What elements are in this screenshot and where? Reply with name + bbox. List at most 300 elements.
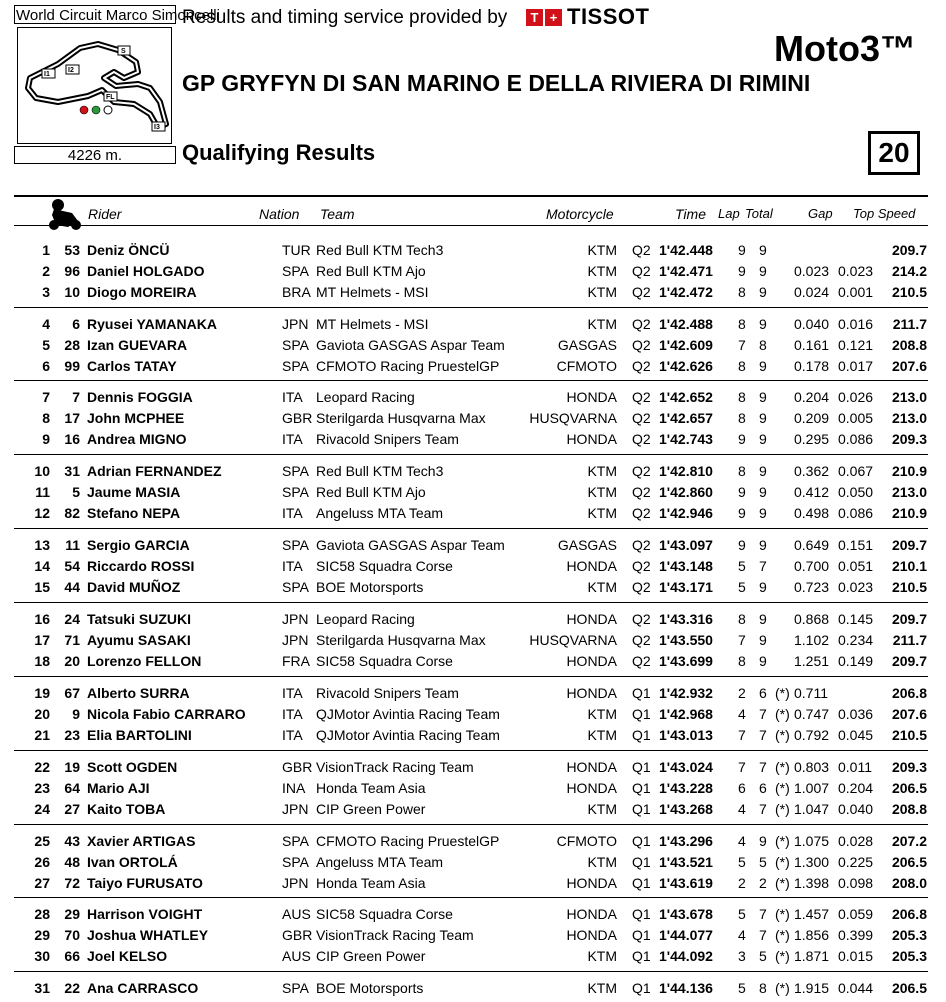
rider-position: 21 — [34, 727, 50, 744]
header-bottom-rule — [14, 225, 928, 226]
rider-team: MT Helmets - MSI — [316, 316, 429, 332]
qualifying-session: Q1 — [632, 780, 651, 797]
rider-number: 16 — [64, 431, 80, 448]
gap-to-previous: 0.001 — [838, 284, 874, 301]
table-row — [0, 535, 946, 556]
rider-number: 5 — [72, 484, 80, 501]
rider-position: 2 — [42, 263, 50, 280]
group-separator — [14, 528, 928, 529]
rider-number: 64 — [64, 780, 80, 797]
circuit-name: World Circuit Marco Simoncelli — [16, 7, 220, 24]
rider-team: Rivacold Snipers Team — [316, 431, 459, 448]
top-speed: 210.9 — [891, 505, 927, 522]
gap-to-first: 0.204 — [794, 389, 830, 405]
tissot-mark-icon: T — [526, 9, 543, 26]
rider-name: Diogo MOREIRA — [87, 284, 197, 301]
group-separator — [14, 676, 928, 677]
rider-nation: ITA — [282, 685, 303, 701]
gap-to-first: 0.700 — [794, 558, 830, 575]
rider-nation: GBR — [282, 759, 313, 775]
total-laps: 9 — [759, 484, 767, 501]
gap-to-first: 1.856 — [794, 927, 830, 944]
table-row — [0, 799, 946, 820]
rider-number: 43 — [64, 833, 80, 849]
rider-name: Adrian FERNANDEZ — [87, 463, 222, 479]
rider-team: Honda Team Asia — [316, 780, 426, 797]
table-row — [0, 725, 946, 746]
rider-number: 7 — [72, 389, 80, 405]
rider-team: Red Bull KTM Tech3 — [316, 463, 444, 479]
qualifying-session: Q1 — [632, 801, 651, 818]
rider-team: MT Helmets - MSI — [316, 284, 429, 301]
qualifying-session: Q1 — [632, 727, 651, 744]
rider-motorcycle: HONDA — [566, 906, 617, 922]
rider-number: 31 — [64, 463, 80, 479]
total-laps: 5 — [759, 854, 767, 871]
gap-marker: (*) — [775, 706, 790, 723]
rider-team: CIP Green Power — [316, 801, 426, 818]
rider-number: 67 — [64, 685, 80, 701]
total-laps: 9 — [759, 632, 767, 649]
rider-name: Izan GUEVARA — [87, 337, 188, 354]
gap-marker: (*) — [775, 906, 790, 922]
top-speed: 213.0 — [891, 410, 927, 427]
rider-number: 10 — [64, 284, 80, 301]
table-row — [0, 683, 946, 704]
gap-to-previous: 0.059 — [838, 906, 874, 922]
rider-nation: SPA — [282, 980, 309, 996]
col-rider: Rider — [88, 206, 122, 222]
table-row — [0, 946, 946, 967]
lap-time: 1'43.678 — [659, 906, 713, 922]
rider-motorcycle: HONDA — [566, 431, 617, 448]
rider-team: Angeluss MTA Team — [316, 505, 444, 522]
checkered-flag-icon — [104, 106, 112, 114]
best-lap-number: 8 — [738, 410, 746, 427]
rider-name: Alberto SURRA — [87, 685, 190, 701]
rider-name: Elia BARTOLINI — [87, 727, 192, 744]
gap-marker: (*) — [775, 927, 790, 944]
rider-number: 19 — [64, 759, 80, 775]
table-row — [0, 387, 946, 408]
col-time: Time — [675, 206, 706, 222]
best-lap-number: 9 — [738, 263, 746, 280]
best-lap-number: 8 — [738, 389, 746, 405]
lap-time: 1'43.521 — [659, 854, 713, 871]
rider-motorcycle: HUSQVARNA — [529, 632, 617, 649]
table-row — [0, 630, 946, 651]
table-row — [0, 503, 946, 524]
top-speed: 210.9 — [891, 463, 927, 479]
green-light-icon — [92, 106, 100, 114]
rider-motorcycle: KTM — [587, 706, 617, 723]
total-laps: 7 — [759, 906, 767, 922]
lap-time: 1'42.968 — [659, 706, 713, 723]
rider-name: Jaume MASIA — [87, 484, 181, 501]
total-laps: 9 — [759, 579, 767, 596]
rider-number: 72 — [64, 875, 80, 892]
rider-nation: ITA — [282, 431, 303, 448]
rider-position: 5 — [42, 337, 50, 354]
total-laps: 7 — [759, 727, 767, 744]
top-speed: 210.1 — [891, 558, 927, 575]
best-lap-number: 3 — [738, 948, 746, 965]
table-row — [0, 408, 946, 429]
rider-name: Andrea MIGNO — [87, 431, 187, 448]
gap-to-first: 1.007 — [794, 780, 830, 797]
top-speed: 206.8 — [891, 906, 927, 922]
qualifying-session: Q2 — [632, 611, 651, 627]
rider-motorcycle: KTM — [587, 263, 617, 280]
rider-number: 96 — [64, 263, 80, 280]
map-label-i1: I1 — [44, 71, 50, 78]
rider-team: Angeluss MTA Team — [316, 854, 444, 871]
total-laps: 2 — [759, 875, 767, 892]
gap-to-first: 1.300 — [794, 854, 830, 871]
rider-number: 28 — [64, 337, 80, 354]
rider-position: 31 — [34, 980, 50, 996]
lap-time: 1'43.316 — [659, 611, 713, 627]
top-speed: 209.7 — [891, 537, 927, 553]
best-lap-number: 8 — [738, 358, 746, 375]
rider-position: 27 — [34, 875, 50, 892]
qualifying-session: Q2 — [632, 463, 651, 479]
rider-motorcycle: KTM — [587, 727, 617, 744]
group-separator — [14, 602, 928, 603]
rider-team: BOE Motorsports — [316, 579, 424, 596]
rider-nation: AUS — [282, 948, 311, 965]
lap-time: 1'42.810 — [659, 463, 713, 479]
rider-position: 20 — [34, 706, 50, 723]
rider-motorcycle: HUSQVARNA — [529, 410, 617, 427]
group-separator — [14, 454, 928, 455]
best-lap-number: 4 — [738, 833, 746, 849]
best-lap-number: 8 — [738, 284, 746, 301]
rider-number: 66 — [64, 948, 80, 965]
header-top-rule — [14, 195, 928, 197]
table-row — [0, 577, 946, 598]
rider-number: 82 — [64, 505, 80, 522]
total-laps: 9 — [759, 316, 767, 332]
qualifying-session: Q1 — [632, 706, 651, 723]
rider-nation: ITA — [282, 505, 303, 522]
top-speed: 205.3 — [891, 948, 927, 965]
rider-nation: FRA — [282, 653, 310, 670]
rider-nation: SPA — [282, 263, 309, 280]
rider-team: SIC58 Squadra Corse — [316, 906, 453, 922]
gap-to-first: 0.023 — [794, 263, 830, 280]
rider-name: Stefano NEPA — [87, 505, 181, 522]
event-title: GP GRYFYN DI SAN MARINO E DELLA RIVIERA DI RIMINI — [182, 70, 811, 96]
total-laps: 6 — [759, 685, 767, 701]
rider-position: 22 — [34, 759, 50, 775]
rider-position: 7 — [42, 389, 50, 405]
lap-time: 1'42.657 — [659, 410, 713, 427]
gap-to-previous: 0.151 — [838, 537, 874, 553]
gap-to-previous: 0.011 — [838, 759, 872, 775]
qualifying-session: Q1 — [632, 906, 651, 922]
rider-team: CFMOTO Racing PruestelGP — [316, 833, 500, 849]
rider-nation: SPA — [282, 337, 309, 354]
top-speed: 206.5 — [891, 780, 927, 797]
gap-to-first: 0.178 — [794, 358, 830, 375]
rider-name: John MCPHEE — [87, 410, 185, 427]
sponsor-name: TISSOT — [567, 4, 650, 29]
total-laps: 7 — [759, 801, 767, 818]
rider-name: Taiyo FURUSATO — [87, 875, 203, 892]
map-label-i2: I2 — [68, 67, 74, 74]
qualifying-session: Q2 — [632, 316, 651, 332]
rider-name: Carlos TATAY — [87, 358, 177, 375]
total-laps: 9 — [759, 537, 767, 553]
best-lap-number: 5 — [738, 558, 746, 575]
gap-to-first: 1.047 — [794, 801, 830, 818]
qualifying-session: Q2 — [632, 410, 651, 427]
best-lap-number: 2 — [738, 875, 746, 892]
rider-motorcycle: KTM — [587, 579, 617, 596]
rider-motorcycle: KTM — [587, 463, 617, 479]
top-speed: 211.7 — [892, 632, 927, 649]
rider-position: 8 — [42, 410, 50, 427]
rider-name: Mario AJI — [87, 780, 150, 797]
class-title: Moto3™ — [774, 28, 916, 69]
gap-to-previous: 0.005 — [838, 410, 874, 427]
gap-to-previous: 0.023 — [838, 263, 874, 280]
rider-team: Gaviota GASGAS Aspar Team — [316, 537, 505, 553]
qualifying-session: Q2 — [632, 537, 651, 553]
gap-to-previous: 0.086 — [838, 505, 874, 522]
rider-nation: ITA — [282, 389, 303, 405]
qualifying-session: Q2 — [632, 263, 651, 280]
rider-motorcycle: HONDA — [566, 780, 617, 797]
top-speed: 205.3 — [891, 927, 927, 944]
rider-team: QJMotor Avintia Racing Team — [316, 727, 500, 744]
rider-nation: JPN — [282, 316, 309, 332]
table-row — [0, 461, 946, 482]
rider-nation: GBR — [282, 410, 313, 427]
gap-to-first: 0.868 — [794, 611, 830, 627]
circuit-length: 4226 m. — [14, 146, 176, 164]
lap-time: 1'43.268 — [659, 801, 713, 818]
rider-team: SIC58 Squadra Corse — [316, 558, 453, 575]
rider-motorcycle: KTM — [587, 284, 617, 301]
gap-to-first: 1.398 — [794, 875, 830, 892]
gap-to-previous: 0.149 — [838, 653, 874, 670]
rider-position: 28 — [34, 906, 50, 922]
rider-name: Ayumu SASAKI — [87, 632, 191, 649]
rider-nation: SPA — [282, 833, 309, 849]
rider-number: 29 — [64, 906, 80, 922]
rider-nation: SPA — [282, 484, 309, 501]
lap-time: 1'43.148 — [659, 558, 713, 575]
rider-position: 3 — [42, 284, 50, 301]
rider-name: Deniz ÖNCÜ — [87, 242, 170, 258]
best-lap-number: 9 — [738, 537, 746, 553]
gap-to-first: 1.915 — [794, 980, 830, 996]
rider-motorcycle: KTM — [587, 801, 617, 818]
top-speed: 210.5 — [891, 284, 927, 301]
gap-to-previous: 0.023 — [838, 579, 874, 596]
rider-nation: SPA — [282, 854, 309, 871]
rider-motorcycle: HONDA — [566, 653, 617, 670]
tissot-logo — [526, 5, 649, 29]
rider-number: 20 — [64, 653, 80, 670]
total-laps: 7 — [759, 759, 767, 775]
best-lap-number: 7 — [738, 632, 746, 649]
rider-number: 70 — [64, 927, 80, 944]
gap-to-first: 1.251 — [794, 653, 830, 670]
total-laps: 9 — [759, 611, 767, 627]
table-row — [0, 904, 946, 925]
gap-to-first: 0.209 — [794, 410, 830, 427]
rider-name: Sergio GARCIA — [87, 537, 190, 553]
rider-team: QJMotor Avintia Racing Team — [316, 706, 500, 723]
table-row — [0, 429, 946, 450]
map-label-fl: FL — [106, 94, 115, 101]
best-lap-number: 8 — [738, 463, 746, 479]
gap-to-previous: 0.050 — [838, 484, 874, 501]
top-speed: 210.5 — [891, 579, 927, 596]
qualifying-session: Q1 — [632, 980, 651, 996]
rider-team: Sterilgarda Husqvarna Max — [316, 632, 486, 649]
group-separator — [14, 380, 928, 381]
gap-to-first: 0.024 — [794, 284, 830, 301]
rider-position: 18 — [34, 653, 50, 670]
rider-position: 13 — [34, 537, 50, 553]
rider-position: 15 — [34, 579, 50, 596]
round-number: 20 — [868, 131, 920, 175]
gap-marker: (*) — [775, 801, 790, 818]
best-lap-number: 5 — [738, 579, 746, 596]
total-laps: 9 — [759, 653, 767, 670]
gap-to-first: 0.412 — [794, 484, 830, 501]
top-speed: 209.3 — [891, 759, 927, 775]
lap-time: 1'44.136 — [659, 980, 713, 996]
rider-nation: JPN — [282, 632, 309, 649]
qualifying-session: Q2 — [632, 484, 651, 501]
rider-team: Red Bull KTM Ajo — [316, 263, 426, 280]
table-row — [0, 852, 946, 873]
rider-team: Gaviota GASGAS Aspar Team — [316, 337, 505, 354]
total-laps: 9 — [759, 242, 767, 258]
rider-name: Scott OGDEN — [87, 759, 178, 775]
group-separator — [14, 897, 928, 898]
lap-time: 1'43.228 — [659, 780, 713, 797]
gap-marker: (*) — [775, 854, 790, 871]
rider-name: Xavier ARTIGAS — [87, 833, 196, 849]
rider-nation: SPA — [282, 358, 309, 375]
lap-time: 1'42.609 — [659, 337, 713, 354]
rider-team: CIP Green Power — [316, 948, 426, 965]
gap-to-previous: 0.086 — [838, 431, 874, 448]
total-laps: 6 — [759, 780, 767, 797]
rider-team: Sterilgarda Husqvarna Max — [316, 410, 486, 427]
rider-name: Harrison VOIGHT — [87, 906, 203, 922]
gap-to-first: 1.075 — [794, 833, 830, 849]
total-laps: 9 — [759, 389, 767, 405]
rider-team: VisionTrack Racing Team — [316, 927, 474, 944]
top-speed: 206.5 — [891, 980, 927, 996]
rider-motorcycle: HONDA — [566, 927, 617, 944]
table-row — [0, 978, 946, 999]
col-team: Team — [320, 206, 355, 222]
gap-to-first: 0.649 — [794, 537, 830, 553]
best-lap-number: 9 — [738, 242, 746, 258]
qualifying-session: Q1 — [632, 927, 651, 944]
rider-number: 53 — [64, 242, 80, 258]
rider-position: 23 — [34, 780, 50, 797]
rider-nation: GBR — [282, 927, 313, 944]
rider-motorcycle: GASGAS — [557, 537, 617, 553]
rider-number: 9 — [72, 706, 80, 723]
lap-time: 1'42.472 — [659, 284, 713, 301]
rider-team: Leopard Racing — [316, 611, 415, 627]
lap-time: 1'42.743 — [659, 431, 713, 448]
total-laps: 9 — [759, 410, 767, 427]
rider-motorcycle: KTM — [587, 505, 617, 522]
table-row — [0, 335, 946, 356]
qualifying-session: Q2 — [632, 632, 651, 649]
lap-time: 1'44.077 — [659, 927, 713, 944]
table-row — [0, 925, 946, 946]
rider-position: 19 — [34, 685, 50, 701]
best-lap-number: 8 — [738, 611, 746, 627]
total-laps: 9 — [759, 358, 767, 375]
gap-to-previous: 0.015 — [838, 948, 874, 965]
rider-number: 17 — [64, 410, 80, 427]
gap-marker: (*) — [775, 980, 790, 996]
rider-name: Daniel HOLGADO — [87, 263, 205, 280]
rider-team: Honda Team Asia — [316, 875, 426, 892]
table-row — [0, 356, 946, 377]
gap-to-previous: 0.036 — [838, 706, 874, 723]
rider-motorcycle: HONDA — [566, 558, 617, 575]
best-lap-number: 6 — [738, 780, 746, 797]
rider-nation: INA — [282, 780, 306, 797]
gap-marker: (*) — [775, 875, 790, 892]
gap-to-previous: 0.016 — [838, 316, 874, 332]
rider-team: Leopard Racing — [316, 389, 415, 405]
map-label-s: S — [121, 48, 126, 55]
top-speed: 209.3 — [891, 431, 927, 448]
gap-to-previous: 0.121 — [838, 337, 874, 354]
gap-to-previous: 0.067 — [838, 463, 874, 479]
qualifying-session: Q1 — [632, 833, 651, 849]
group-separator — [14, 307, 928, 308]
rider-number: 44 — [64, 579, 80, 596]
gap-to-previous: 0.017 — [838, 358, 874, 375]
rider-team: Red Bull KTM Tech3 — [316, 242, 444, 258]
top-speed: 213.0 — [891, 484, 927, 501]
rider-number: 71 — [64, 632, 80, 649]
qualifying-session: Q2 — [632, 558, 651, 575]
best-lap-number: 4 — [738, 927, 746, 944]
lap-time: 1'43.097 — [659, 537, 713, 553]
total-laps: 9 — [759, 284, 767, 301]
lap-time: 1'42.626 — [659, 358, 713, 375]
best-lap-number: 5 — [738, 906, 746, 922]
rider-name: Kaito TOBA — [87, 801, 166, 818]
qualifying-session: Q2 — [632, 431, 651, 448]
gap-to-first: 0.295 — [794, 431, 830, 448]
qualifying-session: Q1 — [632, 685, 651, 701]
best-lap-number: 8 — [738, 316, 746, 332]
rider-position: 9 — [42, 431, 50, 448]
rider-name: Ana CARRASCO — [87, 980, 199, 996]
rider-nation: JPN — [282, 875, 309, 892]
rider-number: 22 — [64, 980, 80, 996]
rider-motorcycle: KTM — [587, 316, 617, 332]
